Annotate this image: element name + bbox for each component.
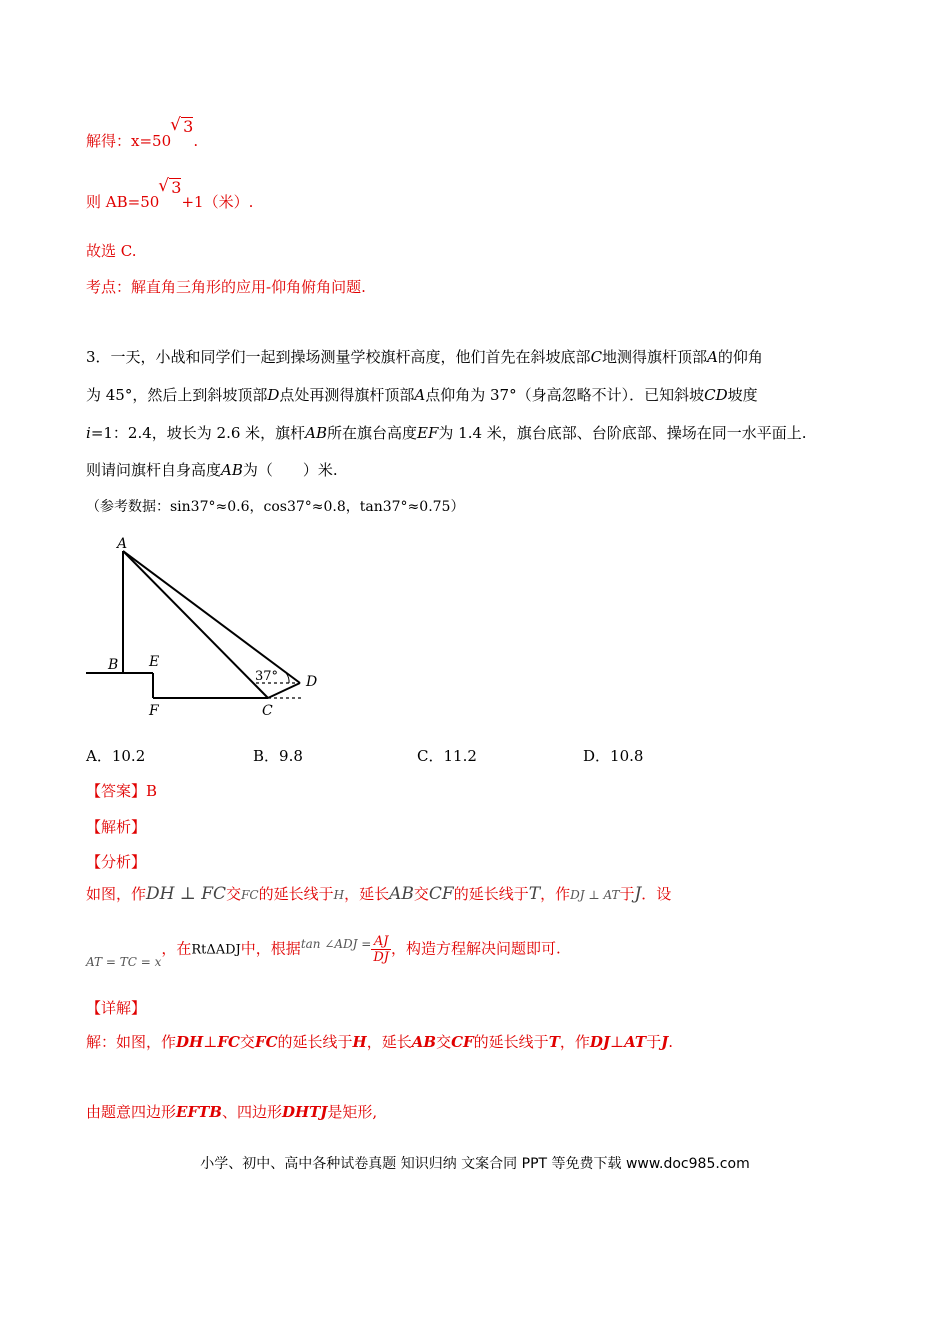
- label-e: E: [149, 654, 160, 670]
- jiexi-heading: 【解析】: [86, 818, 147, 836]
- q-var: A: [414, 386, 426, 404]
- label-c: C: [262, 703, 273, 719]
- a-text: 交: [413, 885, 429, 903]
- d-text: 于: [646, 1033, 662, 1051]
- choose-line: 故选 C.: [86, 242, 137, 260]
- detail-heading: 【详解】: [86, 999, 147, 1017]
- d-var: AT: [624, 1033, 647, 1051]
- detail-line-2: [86, 1101, 377, 1122]
- question-line-3: [86, 422, 807, 443]
- ab-text: 则 AB=50: [86, 193, 160, 211]
- solve-line: [86, 117, 199, 151]
- a-text: ，构造方程解决问题即可.: [391, 939, 561, 958]
- d-var: H: [352, 1033, 367, 1051]
- option-c: C．11.2: [417, 747, 477, 765]
- page-footer: 小学、初中、高中各种试卷真题 知识归纳 文案合同 PPT 等免费下载 www.doc985.com: [200, 1156, 750, 1172]
- reference-data: （参考数据：sin37°≈0.6，cos37°≈0.8，tan37°≈0.75）: [86, 499, 465, 515]
- d-text: .: [668, 1033, 673, 1051]
- option-d: D．10.8: [583, 747, 644, 765]
- d-text: 是矩形,: [327, 1103, 378, 1121]
- d-text: ⊥: [609, 1033, 625, 1051]
- q-text: 则请问旗杆自身高度: [86, 461, 222, 479]
- q-var: AB: [221, 461, 243, 479]
- option-b: B．9.8: [253, 747, 303, 765]
- a-text: 如图，作: [86, 885, 147, 903]
- a-math: DJ ⊥ AT: [570, 888, 620, 902]
- q-text: 所在旗台高度: [327, 424, 418, 442]
- slope-cd: [268, 683, 300, 698]
- question-line-4: [86, 459, 338, 480]
- a-text: ，在: [161, 939, 192, 958]
- a-text: 于: [619, 885, 635, 903]
- answer-value: B: [146, 782, 158, 800]
- d-text: 的延长线于: [473, 1033, 549, 1051]
- ab-line: [86, 178, 254, 212]
- question-line-2: [86, 384, 758, 405]
- a-text: 的延长线于: [453, 885, 529, 903]
- q-text: 的仰角: [717, 348, 763, 366]
- d-var: J: [661, 1033, 669, 1051]
- a-math: AT = TC = x: [86, 954, 162, 969]
- a-math: H: [333, 888, 345, 902]
- a-math: FC: [241, 888, 259, 902]
- q-text: =1：2.4，坡长为 2.6 米，旗杆: [90, 424, 306, 442]
- d-text: 交: [436, 1033, 452, 1051]
- q-text: 点处再测得旗杆顶部: [279, 386, 415, 404]
- label-f: F: [149, 703, 159, 719]
- d-var: CF: [451, 1033, 474, 1051]
- a-text: ，作: [540, 885, 571, 903]
- a-text: ．设: [641, 885, 672, 903]
- fraction-aj-dj: [371, 934, 391, 965]
- q-text: 为（ ）米.: [242, 461, 338, 479]
- d-text: 交: [239, 1033, 255, 1051]
- a-math: DH ⊥ FC: [146, 884, 227, 904]
- d-var: EFTB: [176, 1103, 222, 1121]
- q-var: D: [267, 386, 280, 404]
- q-var: CD: [704, 386, 728, 404]
- question-number: 3．: [86, 348, 111, 366]
- d-text: ，作: [559, 1033, 590, 1051]
- line-ac: [123, 551, 268, 698]
- q-var: AB: [305, 424, 328, 442]
- sqrt-three: √ 3: [169, 178, 181, 197]
- option-a: A．10.2: [86, 747, 146, 765]
- label-b: B: [108, 657, 119, 673]
- d-text: 由题意四边形: [86, 1103, 177, 1121]
- answer-label: 【答案】: [86, 782, 147, 800]
- q-text: 坡度: [727, 386, 758, 404]
- d-var: T: [548, 1033, 560, 1051]
- q-text: 为 45°，然后上到斜坡顶部: [86, 386, 268, 404]
- detail-line-1: [86, 1031, 673, 1052]
- kaodian-line: 考点：解直角三角形的应用-仰角俯角问题.: [86, 278, 366, 296]
- angle-label: 37°: [255, 669, 279, 684]
- d-text: 、四边形: [221, 1103, 282, 1121]
- fenxi-heading: 【分析】: [86, 853, 147, 871]
- a-math: J: [634, 884, 642, 904]
- q-text: 一天，小战和同学们一起到操场测量学校旗杆高度，他们首先在斜坡底部: [110, 348, 591, 366]
- q-var: EF: [417, 424, 439, 442]
- a-text: ，延长: [344, 885, 390, 903]
- solve-text: 解得：x=50: [86, 132, 172, 150]
- geometry-figure: [86, 535, 336, 725]
- a-text: 交: [226, 885, 242, 903]
- answer-line: [86, 780, 157, 801]
- a-text: 中，根据: [240, 939, 301, 958]
- solve-end: .: [193, 132, 199, 150]
- a-text: 的延长线于: [258, 885, 334, 903]
- d-text: ⊥: [203, 1033, 218, 1051]
- label-d: D: [306, 674, 318, 690]
- analysis-line-2: [86, 934, 561, 969]
- label-a: A: [117, 536, 128, 552]
- d-text: 解：如图，作: [86, 1033, 177, 1051]
- d-var: FC: [217, 1033, 240, 1051]
- q-var: A: [707, 348, 718, 366]
- sqrt-three: √ 3: [181, 117, 193, 136]
- q-text: 点仰角为 37°（身高忽略不计）．已知斜坡: [425, 386, 705, 404]
- d-var: DHTJ: [281, 1103, 328, 1121]
- a-math: CF: [428, 884, 454, 904]
- d-var: FC: [254, 1033, 278, 1051]
- d-text: 的延长线于: [277, 1033, 353, 1051]
- d-var: DJ: [589, 1033, 610, 1051]
- q-text: 为 1.4 米，旗台底部、台阶底部、操场在同一水平面上.: [438, 424, 807, 442]
- a-math: RtΔADJ: [191, 942, 241, 958]
- ab-end: +1（米）.: [181, 193, 254, 211]
- q-var: i: [86, 424, 91, 442]
- a-math: T: [528, 884, 541, 904]
- frac-num: AJ: [371, 934, 391, 950]
- question-line-1: [86, 346, 763, 367]
- q-var: C: [590, 348, 603, 366]
- d-var: AB: [411, 1033, 437, 1051]
- a-math: tan ∠ADJ =: [300, 936, 372, 951]
- q-text: 地测得旗杆顶部: [602, 348, 708, 366]
- a-math: AB: [389, 884, 414, 904]
- d-text: ，延长: [366, 1033, 412, 1051]
- frac-den: DJ: [373, 950, 389, 965]
- analysis-line-1: [86, 883, 671, 904]
- d-var: DH: [176, 1033, 204, 1051]
